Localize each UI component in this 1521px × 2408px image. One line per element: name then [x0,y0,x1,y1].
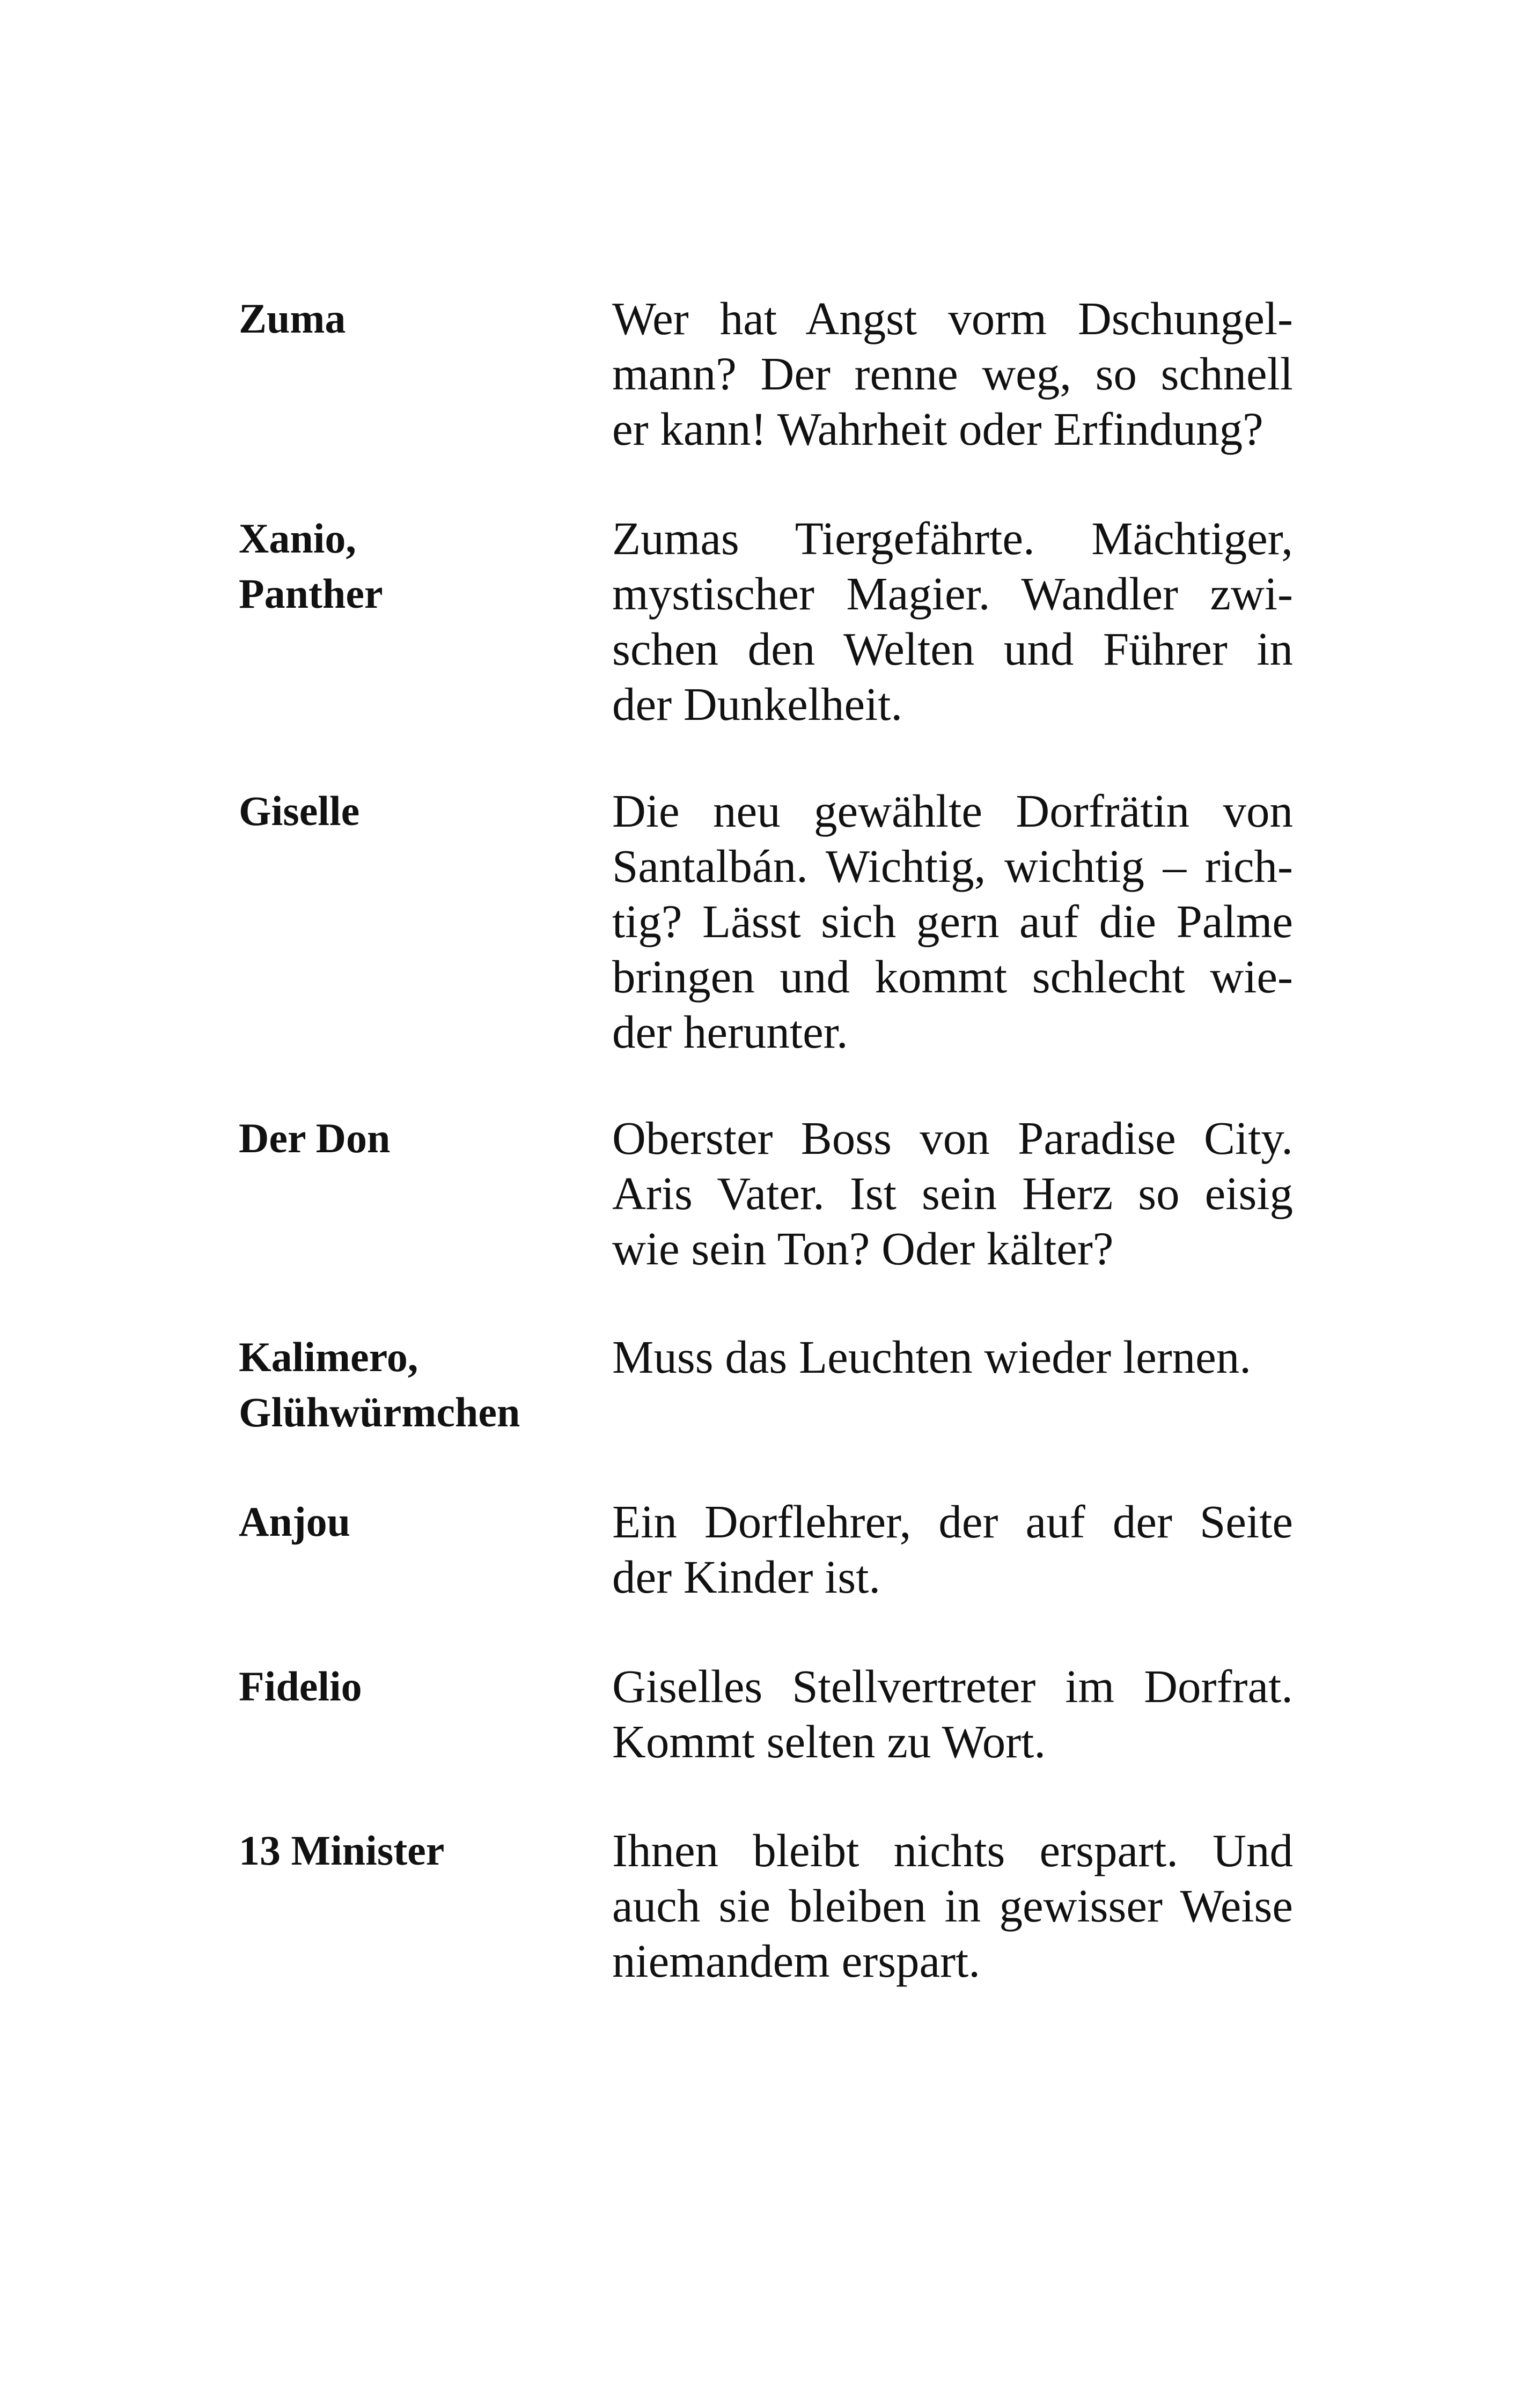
character-name: Kalimero, Glühwürmchen [239,1334,520,1435]
character-name: Der Don [239,1115,391,1161]
character-name: Fidelio [239,1663,362,1710]
character-name: Giselle [239,787,360,834]
character-name: Anjou [239,1498,351,1545]
character-description: Die neu gewählte Dorfrätin von Santalbán. Wichtig, wichtig – rich- tig? Lässt sich gern auf die Palme bringen und kommt schlecht wie- der herunter. [612,785,1293,1058]
character-description: Ihnen bleibt nichts erspart. Und auch sie bleiben in gewisser Weise niemandem erspart. [612,1824,1293,1987]
character-name: Zuma [239,295,346,342]
character-name: 13 Minister [239,1827,445,1874]
character-description: Oberster Boss von Paradise City. Aris Vater. Ist sein Herz so eisig wie sein Ton? Oder kälter? [612,1112,1293,1275]
character-description: Giselles Stellvertreter im Dorfrat. Kommt selten zu Wort. [612,1660,1293,1768]
character-description: Wer hat Angst vorm Dschungel- mann? Der renne weg, so schnell er kann! Wahrheit oder Erfindung? [612,292,1293,455]
character-description: Ein Dorflehrer, der auf der Seite der Kinder ist. [612,1496,1293,1603]
character-name: Xanio, Panther [239,515,383,617]
character-description: Muss das Leuchten wieder lernen. [612,1331,1252,1383]
character-description: Zumas Tiergefährte. Mächtiger, mystischer Magier. Wandler zwi- schen den Welten und Führer in der Dunkelheit. [612,512,1293,730]
